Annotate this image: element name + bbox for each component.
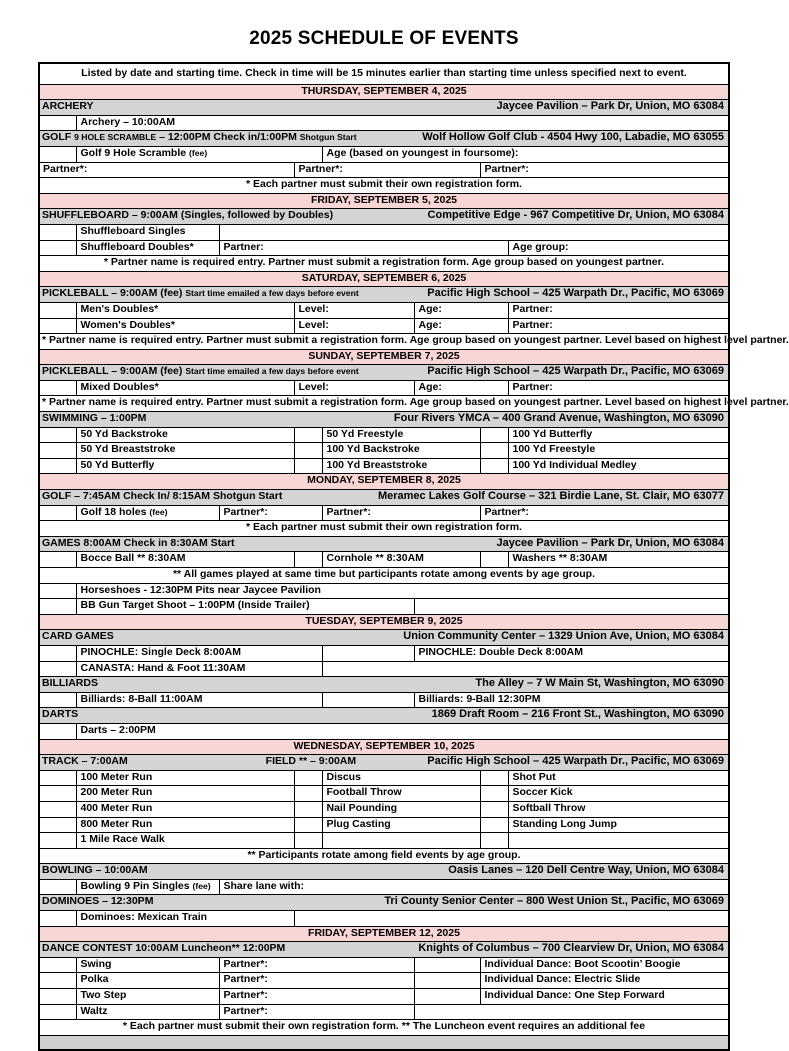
table-row bbox=[39, 443, 729, 459]
field-header: FIELD ** – 9:00AM bbox=[265, 755, 357, 768]
checkbox-cell[interactable] bbox=[481, 443, 509, 459]
dance-style[interactable]: Polka bbox=[77, 973, 220, 989]
pickleball-sun-subtext: Start time emailed a few days before event bbox=[185, 366, 359, 377]
games-header: GAMES 8:00AM Check in 8:30AM Start bbox=[41, 536, 235, 549]
archery-header: ARCHERY bbox=[41, 100, 94, 113]
track-event[interactable]: 100 Meter Run bbox=[77, 770, 295, 786]
note-row bbox=[39, 848, 729, 864]
checkbox-cell[interactable] bbox=[39, 801, 77, 817]
section-card-games bbox=[39, 630, 729, 646]
day-label: SUNDAY, SEPTEMBER 7, 2025 bbox=[39, 349, 729, 365]
pickleball-sat-venue: Pacific High School – 425 Warpath Dr., Pacific, MO 63069 bbox=[427, 287, 724, 300]
pickleball-sat-subtext: Start time emailed a few days before event bbox=[185, 288, 359, 299]
intro-row bbox=[39, 63, 729, 84]
table-row bbox=[39, 911, 729, 927]
note-row bbox=[39, 1020, 729, 1036]
swimming-venue: Four Rivers YMCA – 400 Grand Avenue, Washington, MO 63090 bbox=[393, 412, 724, 425]
bowling-venue: Oasis Lanes – 120 Dell Centre Way, Union, MO 63084 bbox=[448, 864, 724, 877]
golf9-header-shotgun: Shotgun Start bbox=[299, 132, 357, 143]
partner-field-1[interactable]: Partner*: bbox=[220, 505, 323, 521]
day-label: THURSDAY, SEPTEMBER 4, 2025 bbox=[39, 84, 729, 100]
checkbox-cell[interactable] bbox=[39, 224, 77, 240]
darts-header: DARTS bbox=[41, 708, 79, 721]
note-row bbox=[39, 334, 729, 350]
blank-cell bbox=[415, 599, 729, 615]
note-row bbox=[39, 521, 729, 537]
checkbox-cell[interactable] bbox=[295, 427, 323, 443]
field-event[interactable]: Football Throw bbox=[323, 786, 481, 802]
table-row bbox=[39, 146, 729, 162]
age-field[interactable]: Age: bbox=[415, 302, 509, 318]
shuffleboard-agegroup-field[interactable]: Age group: bbox=[509, 240, 729, 256]
checkbox-cell[interactable] bbox=[295, 801, 323, 817]
table-row bbox=[39, 645, 729, 661]
billiards-8ball[interactable]: Billiards: 8-Ball 11:00AM bbox=[77, 692, 323, 708]
blank-cell bbox=[323, 661, 729, 677]
table-row bbox=[39, 380, 729, 396]
shuffleboard-note: * Partner name is required entry. Partner must submit a registration form. Age group based on youngest partner. bbox=[39, 256, 729, 272]
day-banner-monday bbox=[39, 474, 729, 490]
table-row bbox=[39, 879, 729, 895]
dominoes-venue: Tri County Senior Center – 800 West Union St., Pacific, MO 63069 bbox=[384, 895, 724, 908]
darts-venue: 1869 Draft Room – 216 Front St., Washington, MO 63090 bbox=[431, 708, 724, 721]
archery-venue: Jaycee Pavilion – Park Dr, Union, MO 63084 bbox=[496, 100, 724, 113]
billiards-header: BILLIARDS bbox=[41, 677, 98, 690]
field-event[interactable]: Standing Long Jump bbox=[509, 817, 729, 833]
section-games bbox=[39, 536, 729, 552]
checkbox-cell[interactable] bbox=[39, 443, 77, 459]
swim-event[interactable]: 50 Yd Freestyle bbox=[323, 427, 481, 443]
level-field[interactable]: Level: bbox=[295, 302, 415, 318]
section-golf-9hole bbox=[39, 131, 729, 147]
golf9-fee: (fee) bbox=[189, 147, 208, 158]
checkbox-cell[interactable] bbox=[39, 318, 77, 334]
field-event[interactable]: Softball Throw bbox=[509, 801, 729, 817]
individual-dance[interactable]: Individual Dance: Boot Scootin’ Boogie bbox=[481, 957, 729, 973]
track-event[interactable]: 200 Meter Run bbox=[77, 786, 295, 802]
day-label: MONDAY, SEPTEMBER 8, 2025 bbox=[39, 474, 729, 490]
golf9-note: * Each partner must submit their own registration form. bbox=[39, 178, 729, 194]
checkbox-cell[interactable] bbox=[39, 879, 77, 895]
intro-text: Listed by date and starting time. Check in time will be 15 minutes earlier than starting time unless specified next to event. bbox=[39, 63, 729, 84]
shuffleboard-venue: Competitive Edge - 967 Competitive Dr, Union, MO 63084 bbox=[427, 209, 724, 222]
games-horseshoes[interactable]: Horseshoes - 12:30PM Pits near Jaycee Pavilion bbox=[77, 583, 729, 599]
partner-field-2[interactable]: Partner*: bbox=[323, 505, 481, 521]
partner-field[interactable]: Partner: bbox=[509, 380, 729, 396]
track-event[interactable]: 1 Mile Race Walk bbox=[77, 833, 295, 849]
checkbox-cell[interactable] bbox=[323, 645, 415, 661]
dance-header: DANCE CONTEST 10:00AM Luncheon** 12:00PM bbox=[41, 942, 286, 955]
pickleball-sun-note: * Partner name is required entry. Partner must submit a registration form. Age group based on youngest partner. Level based on highest level partner. bbox=[39, 396, 729, 412]
checkbox-cell[interactable] bbox=[39, 817, 77, 833]
checkbox-cell[interactable] bbox=[39, 973, 77, 989]
golf18-note: * Each partner must submit their own registration form. bbox=[39, 521, 729, 537]
swim-event[interactable]: 50 Yd Butterfly bbox=[77, 458, 295, 474]
pickleball-womens-doubles[interactable]: Women's Doubles* bbox=[77, 318, 295, 334]
checkbox-cell[interactable] bbox=[481, 552, 509, 568]
note-row bbox=[39, 178, 729, 194]
age-field[interactable]: Age: bbox=[415, 318, 509, 334]
games-bocce[interactable]: Bocce Ball ** 8:30AM bbox=[77, 552, 295, 568]
day-banner-sunday bbox=[39, 349, 729, 365]
cardgames-header: CARD GAMES bbox=[41, 630, 114, 643]
day-banner-wednesday bbox=[39, 739, 729, 755]
golf9-header-caps: 9 HOLE SCRAMBLE bbox=[74, 132, 157, 143]
table-row bbox=[39, 552, 729, 568]
table-row bbox=[39, 599, 729, 615]
checkbox-cell[interactable] bbox=[39, 302, 77, 318]
table-row bbox=[39, 692, 729, 708]
section-swimming bbox=[39, 412, 729, 428]
checkbox-cell[interactable] bbox=[39, 786, 77, 802]
dance-style[interactable]: Swing bbox=[77, 957, 220, 973]
darts-event[interactable]: Darts – 2:00PM bbox=[77, 723, 729, 739]
table-row bbox=[39, 458, 729, 474]
dance-style[interactable]: Waltz bbox=[77, 1004, 220, 1020]
level-field[interactable]: Level: bbox=[295, 380, 415, 396]
pickleball-sun-header: PICKLEBALL – 9:00AM (fee) bbox=[41, 365, 183, 378]
checkbox-cell[interactable] bbox=[39, 957, 77, 973]
checkbox-cell[interactable] bbox=[295, 833, 323, 849]
table-row bbox=[39, 115, 729, 131]
field-event bbox=[509, 833, 729, 849]
checkbox-cell[interactable] bbox=[295, 443, 323, 459]
section-pickleball-saturday bbox=[39, 287, 729, 303]
footer-spacer bbox=[39, 1035, 729, 1050]
level-field[interactable]: Level: bbox=[295, 318, 415, 334]
checkbox-cell[interactable] bbox=[415, 973, 481, 989]
partner-field-3[interactable]: Partner*: bbox=[481, 505, 729, 521]
day-label: FRIDAY, SEPTEMBER 12, 2025 bbox=[39, 926, 729, 942]
checkbox-cell[interactable] bbox=[39, 599, 77, 615]
checkbox-cell[interactable] bbox=[481, 770, 509, 786]
section-dominoes bbox=[39, 895, 729, 911]
table-row bbox=[39, 786, 729, 802]
swim-event[interactable]: 100 Yd Breaststroke bbox=[323, 458, 481, 474]
track-header: TRACK – 7:00AM bbox=[41, 755, 128, 768]
section-golf-18 bbox=[39, 490, 729, 506]
swim-event[interactable]: 100 Yd Backstroke bbox=[323, 443, 481, 459]
table-row bbox=[39, 817, 729, 833]
table-row bbox=[39, 957, 729, 973]
field-note: ** Participants rotate among field events by age group. bbox=[39, 848, 729, 864]
section-billiards bbox=[39, 677, 729, 693]
age-field[interactable]: Age: bbox=[415, 380, 509, 396]
checkbox-cell[interactable] bbox=[39, 380, 77, 396]
dance-style[interactable]: Two Step bbox=[77, 989, 220, 1005]
day-banner-thursday bbox=[39, 84, 729, 100]
section-dance-contest bbox=[39, 942, 729, 958]
pickleball-sun-venue: Pacific High School – 425 Warpath Dr., Pacific, MO 63069 bbox=[427, 365, 724, 378]
table-row bbox=[39, 723, 729, 739]
shuffleboard-singles[interactable]: Shuffleboard Singles bbox=[77, 224, 220, 240]
bowling-fee: (fee) bbox=[192, 880, 211, 891]
section-track-field bbox=[39, 755, 729, 771]
pickleball-sat-header: PICKLEBALL – 9:00AM (fee) bbox=[41, 287, 183, 300]
checkbox-cell[interactable] bbox=[39, 1004, 77, 1020]
games-note: ** All games played at same time but participants rotate among events by age group. bbox=[39, 568, 729, 584]
billiards-venue: The Alley – 7 W Main St, Washington, MO 63090 bbox=[475, 677, 724, 690]
checkbox-cell[interactable] bbox=[295, 458, 323, 474]
blank-cell bbox=[415, 1004, 729, 1020]
checkbox-cell[interactable] bbox=[39, 583, 77, 599]
canasta[interactable]: CANASTA: Hand & Foot 11:30AM bbox=[77, 661, 323, 677]
table-row bbox=[39, 989, 729, 1005]
checkbox-cell[interactable] bbox=[39, 770, 77, 786]
table-row bbox=[39, 240, 729, 256]
golf18-venue: Meramec Lakes Golf Course – 321 Birdie Lane, St. Clair, MO 63077 bbox=[377, 490, 724, 503]
dance-venue: Knights of Columbus – 700 Clearview Dr, Union, MO 63084 bbox=[418, 942, 724, 955]
table-row bbox=[39, 770, 729, 786]
partner-field[interactable]: Partner*: bbox=[220, 957, 415, 973]
table-row bbox=[39, 302, 729, 318]
section-darts bbox=[39, 708, 729, 724]
blank-cell bbox=[220, 224, 729, 240]
table-row bbox=[39, 833, 729, 849]
bowling-event: Bowling 9 Pin Singles bbox=[80, 879, 190, 892]
field-event[interactable]: Nail Pounding bbox=[323, 801, 481, 817]
section-shuffleboard bbox=[39, 209, 729, 225]
checkbox-cell[interactable] bbox=[481, 786, 509, 802]
checkbox-cell[interactable] bbox=[39, 911, 77, 927]
table-row bbox=[39, 1004, 729, 1020]
golf9-event: Golf 9 Hole Scramble bbox=[80, 146, 187, 159]
checkbox-cell[interactable] bbox=[481, 427, 509, 443]
swimming-header: SWIMMING – 1:00PM bbox=[41, 412, 147, 425]
checkbox-cell bbox=[481, 833, 509, 849]
swim-event[interactable]: 100 Yd Butterfly bbox=[509, 427, 729, 443]
checkbox-cell[interactable] bbox=[323, 692, 415, 708]
checkbox-cell[interactable] bbox=[295, 552, 323, 568]
games-cornhole[interactable]: Cornhole ** 8:30AM bbox=[323, 552, 481, 568]
checkbox-cell[interactable] bbox=[39, 989, 77, 1005]
checkbox-cell[interactable] bbox=[39, 458, 77, 474]
golf9-header-rest: – 12:00PM Check in/1:00PM bbox=[159, 131, 297, 144]
table-row bbox=[39, 318, 729, 334]
checkbox-cell[interactable] bbox=[481, 817, 509, 833]
checkbox-cell[interactable] bbox=[39, 723, 77, 739]
golf9-header-main: GOLF bbox=[41, 131, 72, 144]
games-venue: Jaycee Pavilion – Park Dr, Union, MO 63084 bbox=[496, 536, 724, 549]
checkbox-cell[interactable] bbox=[481, 458, 509, 474]
partner-field-3[interactable]: Partner*: bbox=[481, 162, 729, 178]
individual-dance[interactable]: Individual Dance: Electric Slide bbox=[481, 973, 729, 989]
checkbox-cell[interactable] bbox=[39, 833, 77, 849]
games-washers[interactable]: Washers ** 8:30AM bbox=[509, 552, 729, 568]
golf18-fee: (fee) bbox=[149, 506, 168, 517]
golf18-event: Golf 18 holes bbox=[80, 505, 147, 518]
share-lane-field[interactable]: Share lane with: bbox=[220, 879, 729, 895]
swim-event[interactable]: 50 Yd Breaststroke bbox=[77, 443, 295, 459]
pickleball-mens-doubles[interactable]: Men's Doubles* bbox=[77, 302, 295, 318]
day-banner-friday12 bbox=[39, 926, 729, 942]
day-label: FRIDAY, SEPTEMBER 5, 2025 bbox=[39, 193, 729, 209]
table-row bbox=[39, 973, 729, 989]
pinochle-double[interactable]: PINOCHLE: Double Deck 8:00AM bbox=[415, 645, 729, 661]
day-label: WEDNESDAY, SEPTEMBER 10, 2025 bbox=[39, 739, 729, 755]
partner-field-1[interactable]: Partner*: bbox=[39, 162, 295, 178]
partner-field-2[interactable]: Partner*: bbox=[295, 162, 481, 178]
shuffleboard-partner-field[interactable]: Partner: bbox=[220, 240, 509, 256]
track-event[interactable]: 400 Meter Run bbox=[77, 801, 295, 817]
checkbox-cell[interactable] bbox=[415, 989, 481, 1005]
checkbox-cell[interactable] bbox=[39, 146, 77, 162]
games-bbgun[interactable]: BB Gun Target Shoot – 1:00PM (Inside Trailer) bbox=[77, 599, 415, 615]
checkbox-cell[interactable] bbox=[39, 240, 77, 256]
day-label: TUESDAY, SEPTEMBER 9, 2025 bbox=[39, 614, 729, 630]
field-event bbox=[323, 833, 481, 849]
bowling-header: BOWLING – 10:00AM bbox=[41, 864, 148, 877]
partner-field[interactable]: Partner*: bbox=[220, 1004, 415, 1020]
partner-field[interactable]: Partner: bbox=[509, 318, 729, 334]
field-event[interactable]: Soccer Kick bbox=[509, 786, 729, 802]
table-row bbox=[39, 427, 729, 443]
checkbox-cell[interactable] bbox=[39, 692, 77, 708]
checkbox-cell[interactable] bbox=[295, 786, 323, 802]
dominoes-event[interactable]: Dominoes: Mexican Train bbox=[77, 911, 295, 927]
note-row bbox=[39, 256, 729, 272]
partner-field[interactable]: Partner: bbox=[509, 302, 729, 318]
track-event[interactable]: 800 Meter Run bbox=[77, 817, 295, 833]
checkbox-cell[interactable] bbox=[481, 801, 509, 817]
partner-field[interactable]: Partner*: bbox=[220, 989, 415, 1005]
field-event[interactable]: Shot Put bbox=[509, 770, 729, 786]
section-archery bbox=[39, 100, 729, 116]
shuffleboard-doubles[interactable]: Shuffleboard Doubles* bbox=[77, 240, 220, 256]
table-row bbox=[39, 801, 729, 817]
golf9-age-label[interactable]: Age (based on youngest in foursome): bbox=[323, 146, 729, 162]
checkbox-cell[interactable] bbox=[415, 957, 481, 973]
checkbox-cell[interactable] bbox=[39, 645, 77, 661]
checkbox-cell[interactable] bbox=[295, 770, 323, 786]
table-row bbox=[39, 505, 729, 521]
schedule-table bbox=[38, 62, 789, 1051]
section-bowling bbox=[39, 864, 729, 880]
field-event[interactable]: Plug Casting bbox=[323, 817, 481, 833]
shuffleboard-header: SHUFFLEBOARD – 9:00AM (Singles, followed by Doubles) bbox=[41, 209, 334, 222]
checkbox-cell[interactable] bbox=[39, 661, 77, 677]
page-title: 2025 SCHEDULE OF EVENTS bbox=[249, 28, 519, 49]
day-banner-tuesday bbox=[39, 614, 729, 630]
blank-cell bbox=[295, 911, 729, 927]
swim-event[interactable]: 50 Yd Backstroke bbox=[77, 427, 295, 443]
golf18-header: GOLF – 7:45AM Check In/ 8:15AM Shotgun Start bbox=[41, 490, 283, 503]
table-row bbox=[39, 583, 729, 599]
cardgames-venue: Union Community Center – 1329 Union Ave, Union, MO 63084 bbox=[403, 630, 724, 643]
pickleball-sat-note: * Partner name is required entry. Partner must submit a registration form. Age group based on youngest partner. Level based on highest level partner. bbox=[39, 334, 729, 350]
swim-event[interactable]: 100 Yd Freestyle bbox=[509, 443, 729, 459]
day-banner-friday5 bbox=[39, 193, 729, 209]
checkbox-cell[interactable] bbox=[295, 817, 323, 833]
day-banner-saturday bbox=[39, 271, 729, 287]
swim-event[interactable]: 100 Yd Individual Medley bbox=[509, 458, 729, 474]
checkbox-cell[interactable] bbox=[39, 505, 77, 521]
day-label: SATURDAY, SEPTEMBER 6, 2025 bbox=[39, 271, 729, 287]
checkbox-cell[interactable] bbox=[39, 115, 77, 131]
trackfield-venue: Pacific High School – 425 Warpath Dr., Pacific, MO 63069 bbox=[427, 755, 724, 768]
dance-note: * Each partner must submit their own registration form. ** The Luncheon event requires an additional fee bbox=[39, 1020, 729, 1036]
table-row bbox=[39, 224, 729, 240]
checkbox-cell[interactable] bbox=[39, 552, 77, 568]
pinochle-single[interactable]: PINOCHLE: Single Deck 8:00AM bbox=[77, 645, 323, 661]
note-row bbox=[39, 396, 729, 412]
archery-event[interactable]: Archery – 10:00AM bbox=[77, 115, 729, 131]
billiards-9ball[interactable]: Billiards: 9-Ball 12:30PM bbox=[415, 692, 729, 708]
footer-spacer-row bbox=[39, 1035, 729, 1050]
field-event[interactable]: Discus bbox=[323, 770, 481, 786]
checkbox-cell[interactable] bbox=[39, 427, 77, 443]
table-row bbox=[39, 661, 729, 677]
note-row bbox=[39, 568, 729, 584]
section-pickleball-sunday bbox=[39, 365, 729, 381]
golf9-venue: Wolf Hollow Golf Club - 4504 Hwy 100, Labadie, MO 63055 bbox=[422, 131, 724, 144]
pickleball-mixed-doubles[interactable]: Mixed Doubles* bbox=[77, 380, 295, 396]
individual-dance[interactable]: Individual Dance: One Step Forward bbox=[481, 989, 729, 1005]
dominoes-header: DOMINOES – 12:30PM bbox=[41, 895, 154, 908]
partner-field[interactable]: Partner*: bbox=[220, 973, 415, 989]
table-row bbox=[39, 162, 729, 178]
